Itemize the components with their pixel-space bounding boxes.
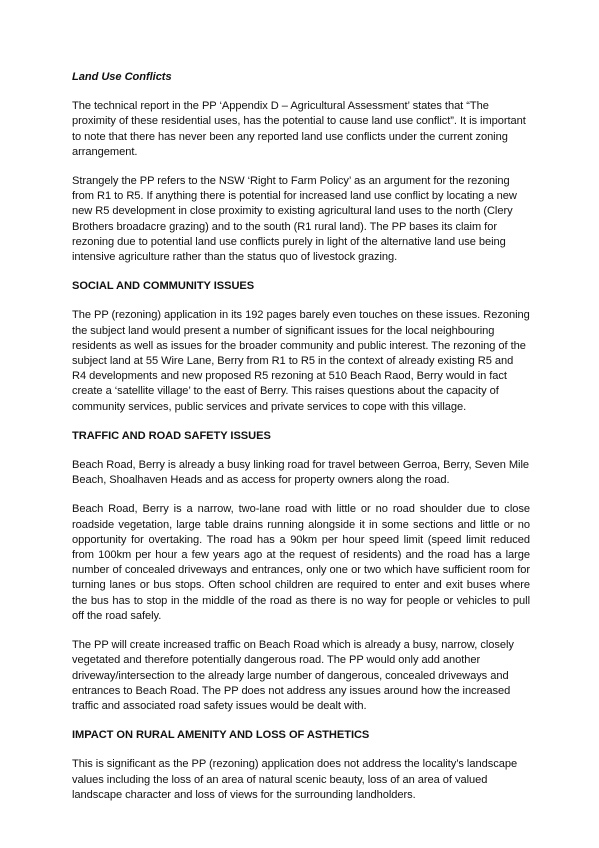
paragraph: Strangely the PP refers to the NSW ‘Right to Farm Policy’ as an argument for the rezoning from R1 to R5. If anything there is potential for increased land use conflict by locating a new new R5 development in close proximity to existing agricultural land uses to the north (Clery Brothers broadacre grazing) and to the south (R1 rural land). The PP bases its claim for rezoning due to potential land use conflicts purely in light of the alternative land use being intensive agriculture rather than the status quo of livestock grazing. xyxy=(72,175,517,264)
document-page xyxy=(72,70,530,817)
paragraph: Beach Road, Berry is already a busy linking road for travel between Gerroa, Berry, Seven Mile Beach, Shoalhaven Heads and as access for property owners along the road. xyxy=(72,459,529,487)
paragraph: The technical report in the PP ‘Appendix D – Agricultural Assessment’ states that “The proximity of these residential uses, has the potential to cause land use conflict”. It is important to note that there has never been any reported land use conflicts under the current zoning arrangement. xyxy=(72,100,526,158)
section-heading-social-community: SOCIAL AND COMMUNITY ISSUES xyxy=(72,280,255,293)
section-heading-traffic-road-safety: TRAFFIC AND ROAD SAFETY ISSUES xyxy=(72,429,271,442)
paragraph: This is significant as the PP (rezoning) application does not address the locality’s landscape values including the loss of an area of natural scenic beauty, loss of an area of valued landscape character and loss of views for the surrounding landholders. xyxy=(72,758,518,801)
paragraph: The PP will create increased traffic on Beach Road which is already a busy, narrow, closely vegetated and therefore potentially dangerous road. The PP would only add another driveway/intersection to the already large number of dangerous, concealed driveways and entrances to Beach Road. The PP does not address any issues around how the increased traffic and associated road safety issues would be dealt with. xyxy=(72,639,514,712)
paragraph: Beach Road, Berry is a narrow, two-lane road with little or no road shoulder due to close roadside vegetation, large table drains running alongside it in some sections and little or no opportunity for overtaking. The road has a 90km per hour speed limit (speed limit reduced from 100km per hour a few years ago at the request of residents) and the road has a large number of concealed driveways and entrances, only one or two which have sufficient room for turning lanes or bus stops. Often school children are required to enter and exit buses where the bus has to stop in the middle of the road as there is no way for people or vehicles to pull off the road safely. xyxy=(72,503,530,622)
paragraph: The PP (rezoning) application in its 192 pages barely even touches on these issues. Rezoning the subject land would present a number of significant issues for the local neighbouring residents as well as issues for the broader community and public interest. The rezoning of the subject land at 55 Wire Lane, Berry from R1 to R5 in the context of already existing R5 and R4 developments and new proposed R5 rezoning at 510 Beach Raod, Berry would in fact create a ‘satellite village’ to the east of Berry. This raises questions about the capacity of community services, public services and private services to cope with this village. xyxy=(72,309,530,413)
section-heading-rural-amenity: IMPACT ON RURAL AMENITY AND LOSS OF ASTHETICS xyxy=(72,729,370,742)
section-heading-land-use-conflicts: Land Use Conflicts xyxy=(72,71,172,83)
